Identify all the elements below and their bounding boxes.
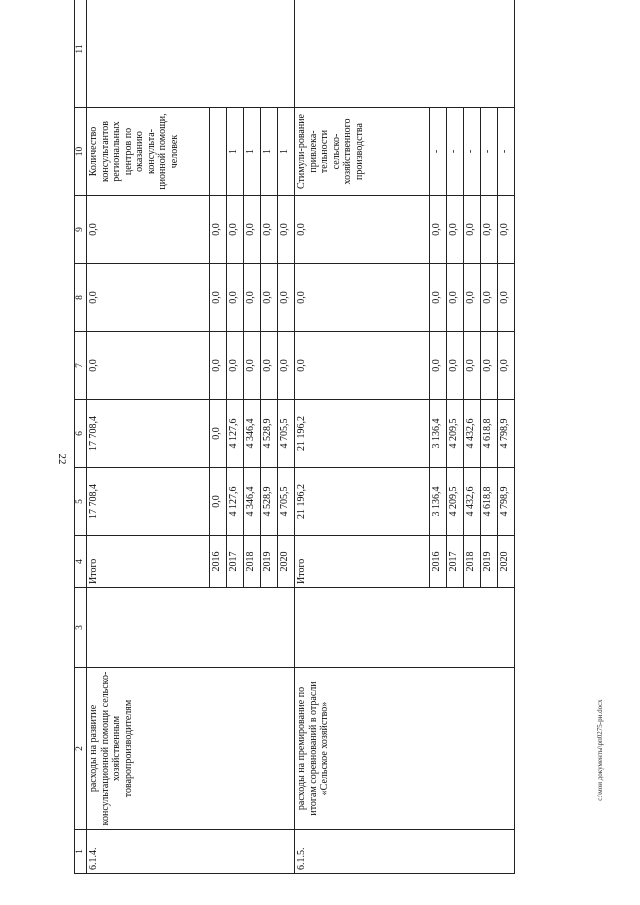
col-header: 3 xyxy=(75,588,87,668)
program-table xyxy=(74,0,515,874)
item-name: расходы на премирование по итогам соревнований в отрасли «Сельское хозяйство» xyxy=(295,668,515,830)
value: 0,0 xyxy=(210,468,227,536)
total-label: Итого xyxy=(87,536,210,588)
year: 2018 xyxy=(244,536,261,588)
total-label: Итого xyxy=(295,536,430,588)
value: 0,0 xyxy=(244,196,261,264)
total-value: 0,0 xyxy=(87,196,210,264)
col-header: 9 xyxy=(75,196,87,264)
total-value: 21 196,2 xyxy=(295,468,430,536)
total-value: 0,0 xyxy=(295,196,430,264)
value: 0,0 xyxy=(278,196,295,264)
page-number: 22 xyxy=(56,453,68,465)
value: 0,0 xyxy=(498,332,515,400)
value: 0,0 xyxy=(278,332,295,400)
value: 0,0 xyxy=(244,332,261,400)
indicator-value: - xyxy=(464,108,481,196)
value: 0,0 xyxy=(447,264,464,332)
total-value: 0,0 xyxy=(295,332,430,400)
empty-cell xyxy=(87,0,295,108)
col-header: 8 xyxy=(75,264,87,332)
value: 4 127,6 xyxy=(227,400,244,468)
col-header: 5 xyxy=(75,468,87,536)
value: 0,0 xyxy=(261,332,278,400)
empty-cell xyxy=(295,588,515,668)
value: 0,0 xyxy=(447,332,464,400)
col-header: 11 xyxy=(75,0,87,108)
value: 0,0 xyxy=(464,332,481,400)
value: 4 432,6 xyxy=(464,468,481,536)
value: 4 618,8 xyxy=(481,400,498,468)
value: 0,0 xyxy=(481,332,498,400)
value: 4 705,5 xyxy=(278,400,295,468)
indicator-value: 1 xyxy=(244,108,261,196)
col-header: 10 xyxy=(75,108,87,196)
indicator-value: - xyxy=(481,108,498,196)
rotated-page xyxy=(74,21,510,874)
value: 4 209,5 xyxy=(447,400,464,468)
value: 4 127,6 xyxy=(227,468,244,536)
value: 0,0 xyxy=(227,332,244,400)
total-value: 21 196,2 xyxy=(295,400,430,468)
item-number: 6.1.4. xyxy=(87,830,295,874)
value: 4 346,4 xyxy=(244,468,261,536)
value: 4 528,9 xyxy=(261,468,278,536)
col-header: 4 xyxy=(75,536,87,588)
total-value: 0,0 xyxy=(295,264,430,332)
indicator-value: - xyxy=(498,108,515,196)
indicator-value: 1 xyxy=(227,108,244,196)
value: 0,0 xyxy=(227,264,244,332)
value: 4 209,5 xyxy=(447,468,464,536)
total-value: 0,0 xyxy=(87,264,210,332)
value: 4 432,6 xyxy=(464,400,481,468)
value: 4 528,9 xyxy=(261,400,278,468)
table-row xyxy=(87,0,210,874)
col-header: 6 xyxy=(75,400,87,468)
value: 3 136,4 xyxy=(430,468,447,536)
value: 0,0 xyxy=(447,196,464,264)
value: 0,0 xyxy=(210,332,227,400)
footer-file-path: c:\мои документы\рп0275-ри.docx xyxy=(596,699,604,801)
year: 2016 xyxy=(210,536,227,588)
col-header: 2 xyxy=(75,668,87,830)
value: 0,0 xyxy=(481,196,498,264)
value: 4 798,9 xyxy=(498,400,515,468)
empty-cell xyxy=(87,588,295,668)
indicator-value: - xyxy=(447,108,464,196)
value: 4 705,5 xyxy=(278,468,295,536)
year: 2016 xyxy=(430,536,447,588)
total-value: 0,0 xyxy=(87,332,210,400)
value: 0,0 xyxy=(227,196,244,264)
value: 3 136,4 xyxy=(430,400,447,468)
table-row xyxy=(295,0,430,874)
value: 4 618,8 xyxy=(481,468,498,536)
value: 0,0 xyxy=(430,332,447,400)
empty-cell xyxy=(295,0,515,108)
value: 0,0 xyxy=(261,196,278,264)
value: 0,0 xyxy=(464,264,481,332)
total-value: 17 708,4 xyxy=(87,468,210,536)
value: 0,0 xyxy=(278,264,295,332)
indicator-text: Стимули-рование привлека-тельности сельско-хозяйственного производства xyxy=(295,108,430,196)
indicator-value: - xyxy=(430,108,447,196)
value: 0,0 xyxy=(498,196,515,264)
value: 0,0 xyxy=(244,264,261,332)
year: 2020 xyxy=(278,536,295,588)
col-header: 7 xyxy=(75,332,87,400)
year: 2017 xyxy=(447,536,464,588)
indicator-text: Количество консультантов региональных центров по оказанию консульта-ционной помощи, человек xyxy=(87,108,210,196)
col-header: 1 xyxy=(75,830,87,874)
value: 0,0 xyxy=(261,264,278,332)
item-number: 6.1.5. xyxy=(295,830,515,874)
value: 0,0 xyxy=(498,264,515,332)
year: 2020 xyxy=(498,536,515,588)
year: 2018 xyxy=(464,536,481,588)
value: 0,0 xyxy=(430,196,447,264)
indicator-value xyxy=(210,108,227,196)
column-number-row xyxy=(75,0,87,874)
value: 4 346,4 xyxy=(244,400,261,468)
value: 0,0 xyxy=(430,264,447,332)
year: 2017 xyxy=(227,536,244,588)
indicator-value: 1 xyxy=(261,108,278,196)
year: 2019 xyxy=(261,536,278,588)
indicator-value: 1 xyxy=(278,108,295,196)
value: 4 798,9 xyxy=(498,468,515,536)
value: 0,0 xyxy=(210,196,227,264)
value: 0,0 xyxy=(210,400,227,468)
year: 2019 xyxy=(481,536,498,588)
total-value: 17 708,4 xyxy=(87,400,210,468)
value: 0,0 xyxy=(210,264,227,332)
value: 0,0 xyxy=(481,264,498,332)
value: 0,0 xyxy=(464,196,481,264)
item-name: расходы на развитие консультационной помощи сельско-хозяйственным товаропроизводителям xyxy=(87,668,295,830)
